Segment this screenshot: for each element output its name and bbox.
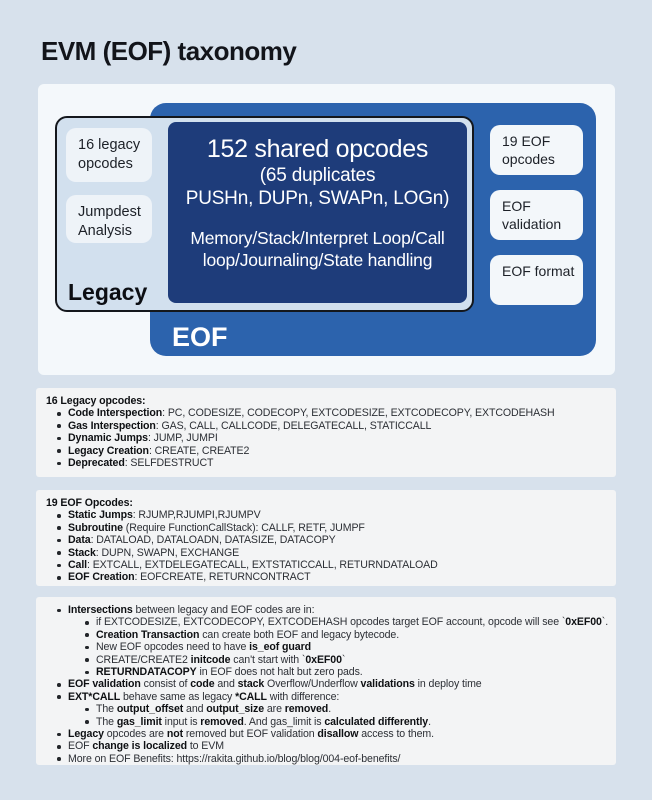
bullet-icon xyxy=(57,526,61,530)
list-item: More on EOF Benefits: https://rakita.github.io/blog/blog/004-eof-benefits/ xyxy=(44,753,608,765)
eof-label: EOF xyxy=(172,322,228,352)
bullet-icon xyxy=(57,683,61,687)
bullet-icon xyxy=(57,695,61,699)
jumpdest-analysis-card xyxy=(66,195,152,243)
bullet-icon xyxy=(57,576,61,580)
sub-list-item: CREATE/CREATE2 initcode can't start with `0xEF00` xyxy=(44,654,608,666)
list-item: EOF validation consist of code and stack Overflow/Underflow validations in deploy time xyxy=(44,678,608,690)
bullet-icon xyxy=(57,551,61,555)
list-item: Legacy opcodes are not removed but EOF validation disallow access to them. xyxy=(44,728,608,740)
list-item: Stack: DUPN, SWAPN, EXCHANGE xyxy=(44,547,608,559)
sub-list-item: RETURNDATACOPY in EOF does not halt but zero pads. xyxy=(44,666,608,678)
section-title: 16 Legacy opcodes: xyxy=(46,395,146,407)
bullet-icon xyxy=(85,646,89,650)
legacy-opcodes-section xyxy=(36,388,616,477)
bullet-icon xyxy=(57,757,61,761)
bullet-icon xyxy=(57,412,61,416)
legacy-opcodes-card-label: 16 legacy opcodes xyxy=(78,137,141,172)
bullet-icon xyxy=(57,745,61,749)
bullet-icon xyxy=(85,621,89,625)
bullet-icon xyxy=(57,733,61,737)
bullet-icon xyxy=(57,539,61,543)
eof-validation-card xyxy=(490,190,583,240)
eof-format-card xyxy=(490,255,583,305)
bullet-icon xyxy=(85,671,89,675)
jumpdest-analysis-card-label: Jumpdest Analysis xyxy=(78,204,141,239)
shared-opcodes-subline-1: (65 duplicates xyxy=(259,165,376,186)
notes-section xyxy=(36,597,616,765)
bullet-icon xyxy=(85,720,89,724)
sub-list-item: New EOF opcodes need to have is_eof guard xyxy=(44,641,608,653)
list-item: EOF Creation: EOFCREATE, RETURNCONTRACT xyxy=(44,571,608,583)
list-item: Gas Interspection: GAS, CALL, CALLCODE, DELEGATECALL, STATICCALL xyxy=(44,420,608,432)
list-item: Dynamic Jumps: JUMP, JUMPI xyxy=(44,432,608,444)
bullet-icon xyxy=(57,424,61,428)
bullet-icon xyxy=(85,658,89,662)
bullet-icon xyxy=(57,449,61,453)
bullet-icon xyxy=(57,609,61,613)
shared-opcodes-subline-2: PUSHn, DUPn, SWAPn, LOGn) xyxy=(185,188,450,209)
list-item: Code Interspection: PC, CODESIZE, CODECOPY, EXTCODESIZE, EXTCODECOPY, EXTCODEHASH xyxy=(44,407,608,419)
bullet-icon xyxy=(57,437,61,441)
list-item: EXT*CALL behave same as legacy *CALL with difference: xyxy=(44,691,608,703)
bullet-icon xyxy=(85,708,89,712)
eof-opcodes-section xyxy=(36,490,616,586)
shared-opcodes-body-2: loop/Journaling/State handling xyxy=(202,250,433,270)
page-title: EVM (EOF) taxonomy xyxy=(41,36,297,66)
list-item: Subroutine (Require FunctionCallStack): CALLF, RETF, JUMPF xyxy=(44,522,608,534)
bullet-icon xyxy=(57,564,61,568)
bullet-icon xyxy=(57,514,61,518)
eof-opcodes-card xyxy=(490,125,583,175)
list-item: Static Jumps: RJUMP,RJUMPI,RJUMPV xyxy=(44,509,608,521)
shared-opcodes-body-1: Memory/Stack/Interpret Loop/Call xyxy=(190,228,445,248)
eof-format-card-label: EOF format xyxy=(502,263,575,279)
legacy-label: Legacy xyxy=(68,279,148,305)
sub-list-item: The output_offset and output_size are removed. xyxy=(44,703,608,715)
list-item: Intersections between legacy and EOF codes are in: xyxy=(44,604,608,616)
section-title: 19 EOF Opcodes: xyxy=(46,497,133,509)
taxonomy-diagram xyxy=(38,84,615,375)
bullet-icon xyxy=(57,462,61,466)
legacy-opcodes-card xyxy=(66,128,152,182)
list-item: EOF change is localized to EVM xyxy=(44,740,608,752)
list-item: Legacy Creation: CREATE, CREATE2 xyxy=(44,445,608,457)
sub-list-item: The gas_limit input is removed. And gas_limit is calculated differently. xyxy=(44,716,608,728)
sub-list-item: Creation Transaction can create both EOF and legacy bytecode. xyxy=(44,629,608,641)
shared-opcodes-card xyxy=(168,122,467,303)
eof-validation-card-label: EOF validation xyxy=(502,198,562,233)
list-item: Call: EXTCALL, EXTDELEGATECALL, EXTSTATICCALL, RETURNDATALOAD xyxy=(44,559,608,571)
bullet-icon xyxy=(85,633,89,637)
shared-opcodes-heading: 152 shared opcodes xyxy=(206,135,429,163)
list-item: Deprecated: SELFDESTRUCT xyxy=(44,457,608,469)
list-item: Data: DATALOAD, DATALOADN, DATASIZE, DATACOPY xyxy=(44,534,608,546)
eof-opcodes-card-label: 19 EOF opcodes xyxy=(502,133,555,168)
sub-list-item: if EXTCODESIZE, EXTCODECOPY, EXTCODEHASH opcodes target EOF account, opcode will see `0xEF00`. xyxy=(44,616,608,628)
